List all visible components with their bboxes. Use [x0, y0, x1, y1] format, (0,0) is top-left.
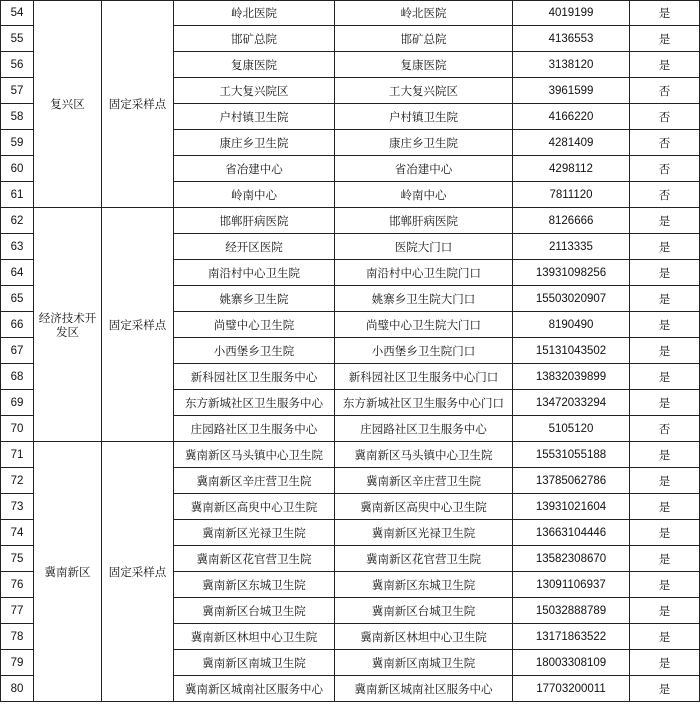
status-cell: 否: [630, 182, 700, 208]
status-cell: 是: [630, 624, 700, 650]
phone-cell: 13171863522: [513, 624, 630, 650]
status-cell: 否: [630, 104, 700, 130]
site-name-cell: 南沿村中心卫生院: [174, 260, 335, 286]
row-number: 80: [1, 676, 34, 702]
status-cell: 是: [630, 234, 700, 260]
status-cell: 是: [630, 598, 700, 624]
district-cell: 冀南新区: [34, 442, 102, 702]
phone-cell: 13832039899: [513, 364, 630, 390]
phone-cell: 15131043502: [513, 338, 630, 364]
table-body: [1, 1, 700, 702]
site-name-cell: 冀南新区辛庄营卫生院: [174, 468, 335, 494]
site-name-cell: 冀南新区林坦中心卫生院: [174, 624, 335, 650]
site-name-cell: 姚寨乡卫生院: [174, 286, 335, 312]
address-cell: 冀南新区辛庄营卫生院: [335, 468, 513, 494]
phone-cell: 13472033294: [513, 390, 630, 416]
row-number: 59: [1, 130, 34, 156]
address-cell: 冀南新区马头镇中心卫生院: [335, 442, 513, 468]
phone-cell: 13931021604: [513, 494, 630, 520]
address-cell: 康庄乡卫生院: [335, 130, 513, 156]
site-name-cell: 省冶建中心: [174, 156, 335, 182]
status-cell: 是: [630, 364, 700, 390]
site-name-cell: 岭南中心: [174, 182, 335, 208]
status-cell: 是: [630, 208, 700, 234]
row-number: 61: [1, 182, 34, 208]
row-number: 66: [1, 312, 34, 338]
site-name-cell: 冀南新区马头镇中心卫生院: [174, 442, 335, 468]
phone-cell: 15032888789: [513, 598, 630, 624]
status-cell: 是: [630, 468, 700, 494]
status-cell: 是: [630, 286, 700, 312]
site-name-cell: 尚璧中心卫生院: [174, 312, 335, 338]
address-cell: 东方新城社区卫生服务中心门口: [335, 390, 513, 416]
row-number: 58: [1, 104, 34, 130]
row-number: 70: [1, 416, 34, 442]
site-name-cell: 冀南新区南城卫生院: [174, 650, 335, 676]
row-number: 76: [1, 572, 34, 598]
address-cell: 工大复兴院区: [335, 78, 513, 104]
row-number: 67: [1, 338, 34, 364]
phone-cell: 17703200011: [513, 676, 630, 702]
address-cell: 冀南新区花官营卫生院: [335, 546, 513, 572]
site-type-cell: 固定采样点: [102, 1, 174, 208]
status-cell: 否: [630, 416, 700, 442]
site-name-cell: 东方新城社区卫生服务中心: [174, 390, 335, 416]
site-name-cell: 冀南新区光禄卫生院: [174, 520, 335, 546]
site-name-cell: 复康医院: [174, 52, 335, 78]
address-cell: 冀南新区光禄卫生院: [335, 520, 513, 546]
address-cell: 南沿村中心卫生院门口: [335, 260, 513, 286]
address-cell: 冀南新区林坦中心卫生院: [335, 624, 513, 650]
site-name-cell: 冀南新区城南社区服务中心: [174, 676, 335, 702]
status-cell: 是: [630, 676, 700, 702]
row-number: 57: [1, 78, 34, 104]
address-cell: 岭北医院: [335, 1, 513, 26]
row-number: 64: [1, 260, 34, 286]
row-number: 56: [1, 52, 34, 78]
address-cell: 尚璧中心卫生院大门口: [335, 312, 513, 338]
address-cell: 冀南新区台城卫生院: [335, 598, 513, 624]
row-number: 69: [1, 390, 34, 416]
site-name-cell: 户村镇卫生院: [174, 104, 335, 130]
phone-cell: 8126666: [513, 208, 630, 234]
status-cell: 是: [630, 442, 700, 468]
address-cell: 复康医院: [335, 52, 513, 78]
address-cell: 庄园路社区卫生服务中心: [335, 416, 513, 442]
phone-cell: 13091106937: [513, 572, 630, 598]
phone-cell: 13931098256: [513, 260, 630, 286]
phone-cell: 2113335: [513, 234, 630, 260]
site-name-cell: 工大复兴院区: [174, 78, 335, 104]
site-name-cell: 经开区医院: [174, 234, 335, 260]
status-cell: 是: [630, 260, 700, 286]
status-cell: 是: [630, 546, 700, 572]
status-cell: 是: [630, 650, 700, 676]
address-cell: 邯矿总院: [335, 26, 513, 52]
site-name-cell: 康庄乡卫生院: [174, 130, 335, 156]
row-number: 77: [1, 598, 34, 624]
table-row: [1, 208, 700, 234]
status-cell: 是: [630, 338, 700, 364]
phone-cell: 4281409: [513, 130, 630, 156]
row-number: 54: [1, 1, 34, 26]
status-cell: 是: [630, 572, 700, 598]
row-number: 79: [1, 650, 34, 676]
address-cell: 省冶建中心: [335, 156, 513, 182]
phone-cell: 18003308109: [513, 650, 630, 676]
district-cell: 复兴区: [34, 1, 102, 208]
site-type-cell: 固定采样点: [102, 442, 174, 702]
table-row: [1, 1, 700, 26]
status-cell: 否: [630, 130, 700, 156]
site-name-cell: 冀南新区台城卫生院: [174, 598, 335, 624]
status-cell: 否: [630, 78, 700, 104]
status-cell: 是: [630, 52, 700, 78]
status-cell: 是: [630, 390, 700, 416]
address-cell: 小西堡乡卫生院门口: [335, 338, 513, 364]
site-name-cell: 邯矿总院: [174, 26, 335, 52]
address-cell: 冀南新区南城卫生院: [335, 650, 513, 676]
address-cell: 户村镇卫生院: [335, 104, 513, 130]
phone-cell: 4166220: [513, 104, 630, 130]
row-number: 55: [1, 26, 34, 52]
row-number: 78: [1, 624, 34, 650]
status-cell: 是: [630, 26, 700, 52]
address-cell: 医院大门口: [335, 234, 513, 260]
site-name-cell: 邯郸肝病医院: [174, 208, 335, 234]
row-number: 74: [1, 520, 34, 546]
phone-cell: 4298112: [513, 156, 630, 182]
phone-cell: 3138120: [513, 52, 630, 78]
site-name-cell: 庄园路社区卫生服务中心: [174, 416, 335, 442]
site-name-cell: 新科园社区卫生服务中心: [174, 364, 335, 390]
address-cell: 冀南新区东城卫生院: [335, 572, 513, 598]
phone-cell: 13663104446: [513, 520, 630, 546]
row-number: 63: [1, 234, 34, 260]
address-cell: 冀南新区城南社区服务中心: [335, 676, 513, 702]
row-number: 73: [1, 494, 34, 520]
address-cell: 姚寨乡卫生院大门口: [335, 286, 513, 312]
row-number: 71: [1, 442, 34, 468]
site-name-cell: 冀南新区高臾中心卫生院: [174, 494, 335, 520]
status-cell: 是: [630, 494, 700, 520]
phone-cell: 15531055188: [513, 442, 630, 468]
address-cell: 岭南中心: [335, 182, 513, 208]
status-cell: 是: [630, 312, 700, 338]
phone-cell: 4136553: [513, 26, 630, 52]
row-number: 75: [1, 546, 34, 572]
row-number: 68: [1, 364, 34, 390]
phone-cell: 5105120: [513, 416, 630, 442]
phone-cell: 7811120: [513, 182, 630, 208]
address-cell: 邯郸肝病医院: [335, 208, 513, 234]
phone-cell: 4019199: [513, 1, 630, 26]
status-cell: 是: [630, 1, 700, 26]
row-number: 62: [1, 208, 34, 234]
phone-cell: 13582308670: [513, 546, 630, 572]
row-number: 60: [1, 156, 34, 182]
phone-cell: 8190490: [513, 312, 630, 338]
site-name-cell: 小西堡乡卫生院: [174, 338, 335, 364]
phone-cell: 13785062786: [513, 468, 630, 494]
phone-cell: 15503020907: [513, 286, 630, 312]
address-cell: 冀南新区高臾中心卫生院: [335, 494, 513, 520]
status-cell: 是: [630, 520, 700, 546]
site-type-cell: 固定采样点: [102, 208, 174, 442]
site-name-cell: 冀南新区东城卫生院: [174, 572, 335, 598]
site-name-cell: 冀南新区花官营卫生院: [174, 546, 335, 572]
row-number: 65: [1, 286, 34, 312]
address-cell: 新科园社区卫生服务中心门口: [335, 364, 513, 390]
phone-cell: 3961599: [513, 78, 630, 104]
row-number: 72: [1, 468, 34, 494]
site-name-cell: 岭北医院: [174, 1, 335, 26]
district-cell: 经济技术开发区: [34, 208, 102, 442]
status-cell: 否: [630, 156, 700, 182]
table-row: [1, 442, 700, 468]
